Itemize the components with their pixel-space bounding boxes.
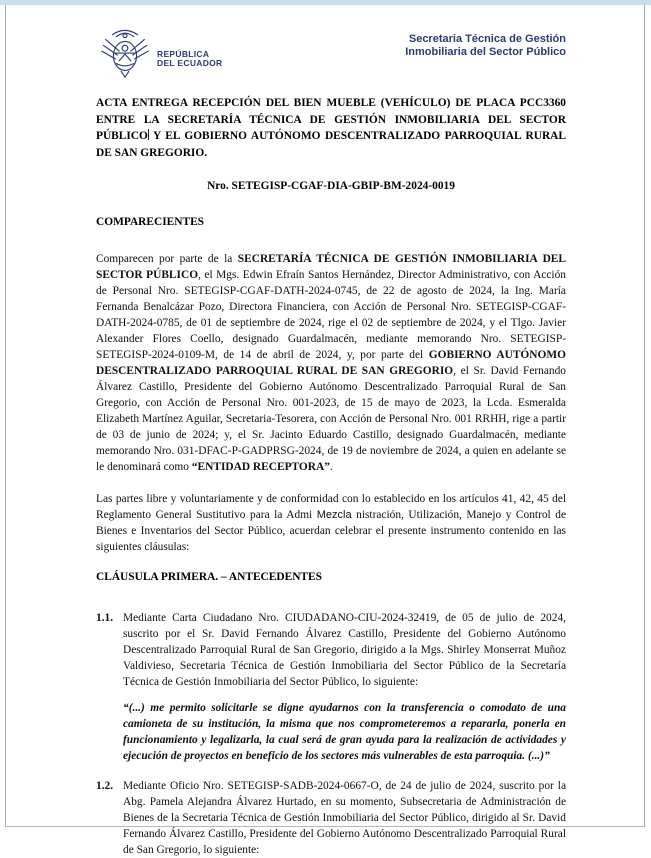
- clause-number: 1.1.: [96, 612, 114, 624]
- document-header: [96, 27, 566, 85]
- document-page[interactable]: [5, 5, 645, 856]
- org-name-line2: Inmobiliaria del Sector Público: [405, 46, 566, 58]
- clause-number: 1.2.: [96, 780, 114, 792]
- citizen-request-quote: “(...) me permito solicitarle se digne ayudarnos con la transferencia o comodato de una camioneta de su institución, la misma que nos comprometeremos a repararla, ponerla en funcionamiento y legalizarla, la cual será de gran ayuda para la realización de actividades y ejecución de proyectos en beneficio de los sectores más vulnerables de esta parroquia. (...)”: [123, 702, 566, 762]
- org-name: [405, 33, 566, 59]
- heading-clausula-primera: CLÁUSULA PRIMERA. – ANTECEDENTES: [96, 571, 322, 583]
- clause-item-1-1: [96, 610, 566, 690]
- org-name-line1: Secretaria Técnica de Gestión: [408, 33, 566, 45]
- coat-of-arms-icon: [96, 27, 154, 81]
- document-title: ACTA ENTREGA RECEPCIÓN DEL BIEN MUEBLE (VEHÍCULO) DE PLACA PCC3360 ENTRE LA SECRETARÍA TÉCNICA DE GESTIÓN INMOBILIARIA DEL SECTOR PÚBLICO Y EL GOBIERNO AUTÓNOMO DESCENTRALIZADO PARROQUIAL RURAL DE SAN GREGORIO.: [96, 97, 566, 159]
- logo-caption-line2: DEL ECUADOR: [157, 58, 223, 68]
- logo-caption: [157, 50, 222, 69]
- document-content: [96, 27, 566, 858]
- clause-text: Mediante Carta Ciudadano Nro. CIUDADANO-CIU-2024-32419, de 05 de julio de 2024, suscrito por el Sr. David Fernando Álvarez Castillo, Presidente del Gobierno Autónomo Descentralizado Parroquial Rural de San Gregorio, dirigido a la Mgs. Shirley Monserrat Muñoz Valdivieso, Secretaria Técnica de Gestión Inmobiliaria del Sector Público de la Secretaría Técnica de Gestión Inmobiliaria del Sector Público, lo siguiente:: [123, 612, 566, 688]
- document-number: Nro. SETEGISP-CGAF-DIA-GBIP-BM-2024-0019: [207, 180, 455, 192]
- paragraph-comparecen: Comparecen por parte de la SECRETARÍA TÉCNICA DE GESTIÓN INMOBILIARIA DEL SECTOR PÚBLICO, el Mgs. Edwin Efraín Santos Hernández, Director Administrativo, con Acción de Personal Nro. SETEGISP-CGAF-DATH-2024-0745, de 22 de agosto de 2024, la Ing. María Fernanda Benalcázar Pozo, Directora Financiera, con Acción de Personal Nro. SETEGISP-CGAF-DATH-2024-0785, de 01 de septiembre de 2024, rige el 02 de septiembre de 2024, y el Tlgo. Javier Alexander Flores Coello, designado Guardalmacén, mediante memorando Nro. SETEGISP-SETEGISP-2024-0109-M, de 14 de abril de 2024, y, por parte del GOBIERNO AUTÓNOMO DESCENTRALIZADO PARROQUIAL RURAL DE SAN GREGORIO, el Sr. David Fernando Álvarez Castillo, Presidente del Gobierno Autónomo Descentralizado Parroquial Rural de San Gregorio, con Acción de Personal Nro. 001-2023, de 15 de mayo de 2023, la Lcda. Esmeralda Elizabeth Martínez Aguilar, Secretaria-Tesorera, con Acción de Personal Nro. 001 RRHH, rige a partir de 03 de junio de 2024; y, el Sr. Jacinto Eduardo Castillo, designado Guardalmacén, mediante memorando Nro. 031-DFAC-P-GADPRSG-2024, de 19 de noviembre de 2024, a quien en adelante se le denominará como “ENTIDAD RECEPTORA”.: [96, 253, 567, 473]
- paragraph-las-partes: Las partes libre y voluntariamente y de conformidad con lo establecido en los artículos 41, 42, 45 del Reglamento General Sustitutivo para la Admi Mezcla nistración, Utilización, Manejo y Control de Bienes e Inventarios del Sector Público, acuerdan celebrar el presente instrumento contenido en las siguientes cláusulas:: [96, 493, 567, 553]
- clause-item-1-2: [96, 778, 566, 858]
- ecuador-coat-of-arms-logo: [96, 27, 222, 81]
- clause-text: Mediante Oficio Nro. SETEGISP-SADB-2024-0667-O, de 24 de julio de 2024, suscrito por la Abg. Pamela Alejandra Álvarez Hurtado, en su momento, Subsecretaria de Administración de Bienes de la Secretaria Técnica de Gestión Inmobiliaria del Sector Público, dirigido al Sr. David Fernando Álvarez Castillo, Presidente del Gobierno Autónomo Descentralizado Parroquial Rural de San Gregorio, lo siguiente:: [123, 780, 566, 856]
- heading-comparecientes: COMPARECIENTES: [96, 216, 205, 228]
- logo-caption-line1: REPÚBLICA: [157, 48, 210, 59]
